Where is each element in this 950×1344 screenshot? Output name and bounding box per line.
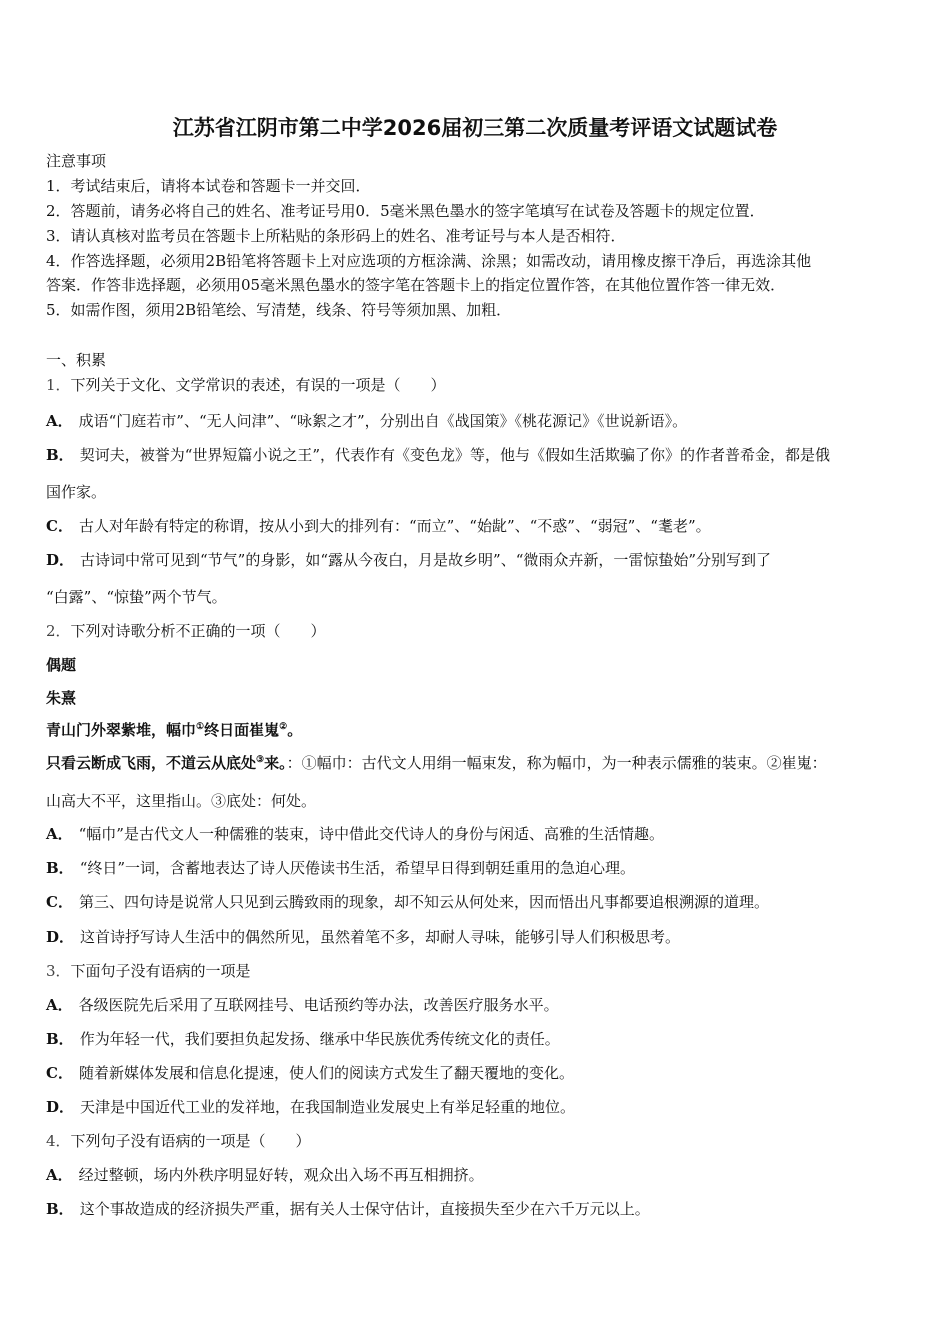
- option-label: C．: [46, 893, 73, 911]
- option-text: 经过整顿，场内外秩序明显好转，观众出入场不再互相拥挤。: [78, 1166, 484, 1184]
- option-text: 古诗词中常可见到“节气”的身影，如“露从今夜白，月是故乡明”、“微雨众卉新，一雷惊蛰始”分别写到了: [80, 551, 772, 569]
- q2-option-d: [46, 927, 680, 947]
- poem-line-2-with-notes: [46, 753, 827, 773]
- q3-option-b: [46, 1029, 560, 1049]
- section-heading: 一、积累: [46, 351, 107, 369]
- q1-option-b-cont: 国作家。: [46, 483, 107, 501]
- option-label: B．: [46, 1030, 74, 1048]
- q1-option-d: [46, 550, 771, 570]
- option-text: 这个事故造成的经济损失严重，据有关人士保守估计，直接损失至少在六千万元以上。: [79, 1200, 650, 1218]
- q3-option-a: [46, 995, 559, 1015]
- question-stem: 下列句子没有语病的一项是（ ）: [70, 1132, 311, 1150]
- question-number: 1．: [46, 376, 71, 394]
- notice-item-3: 3．请认真核对监考员在答题卡上所粘贴的条形码上的姓名、准考证号与本人是否相符．: [46, 227, 626, 245]
- q3-option-c: [46, 1063, 574, 1083]
- option-label: A．: [46, 1166, 73, 1184]
- page-title: 江苏省江阴市第二中学2026届初三第二次质量考评语文试题试卷: [172, 116, 778, 140]
- poem-text: 只看云断成飞雨，不道云从底处: [46, 754, 257, 772]
- option-label: B．: [46, 859, 74, 877]
- q2-option-a: [46, 824, 664, 844]
- poem-text: 来。: [264, 754, 287, 772]
- question-1: [46, 375, 446, 395]
- option-text: 第三、四句诗是说常人只见到云腾致雨的现象，却不知云从何处来，因而悟出凡事都要追根溯源的道理。: [78, 893, 769, 911]
- option-label: C．: [46, 517, 73, 535]
- question-number: 4．: [46, 1132, 71, 1150]
- option-text: 成语“门庭若市”、“无人问津”、“咏絮之才”，分别出自《战国策》《桃花源记》《世说新语》。: [78, 412, 688, 430]
- option-text: 随着新媒体发展和信息化提速，使人们的阅读方式发生了翻天覆地的变化。: [78, 1064, 574, 1082]
- q4-option-b: [46, 1199, 650, 1219]
- q3-option-d: [46, 1097, 575, 1117]
- notice-item-1: 1．考试结束后，请将本试卷和答题卡一并交回．: [46, 177, 371, 195]
- footnote-mark: ①: [196, 722, 205, 732]
- notice-item-4-cont: 答案．作答非选择题，必须用05毫米黑色墨水的签字笔在答题卡上的指定位置作答，在其他位置作答一律无效．: [46, 276, 786, 294]
- q4-option-a: [46, 1165, 484, 1185]
- option-label: A．: [46, 825, 73, 843]
- question-stem: 下面句子没有语病的一项是: [70, 962, 251, 980]
- poem-text: 终日面崔嵬: [204, 721, 280, 739]
- question-stem: 下列关于文化、文学常识的表述，有误的一项是（ ）: [70, 376, 446, 394]
- poem-notes-cont: 山高大不平，这里指山。③底处：何处。: [46, 792, 317, 810]
- option-label: D．: [46, 551, 75, 569]
- q1-option-c: [46, 516, 711, 536]
- option-text: “幅巾”是古代文人一种儒雅的装束，诗中借此交代诗人的身份与闲适、高雅的生活情趣。: [78, 825, 664, 843]
- poem-text: 。: [287, 721, 303, 739]
- option-text: “终日”一词，含蓄地表达了诗人厌倦读书生活，希望早日得到朝廷重用的急迫心理。: [79, 859, 636, 877]
- footnote-mark: ③: [256, 755, 265, 765]
- notice-item-4: 4．作答选择题，必须用2B铅笔将答题卡上对应选项的方框涂满、涂黑；如需改动，请用橡皮擦干净后，再选涂其他: [46, 252, 812, 270]
- question-2: [46, 621, 326, 641]
- q2-option-b: [46, 858, 635, 878]
- notice-item-2: 2．答题前，请务必将自己的姓名、准考证号用0．5毫米黑色墨水的签字笔填写在试卷及答题卡的规定位置．: [46, 202, 765, 220]
- option-text: 作为年轻一代，我们要担负起发扬、继承中华民族优秀传统文化的责任。: [79, 1030, 560, 1048]
- footnote-text: ：①幅巾：古代文人用绢一幅束发，称为幅巾，为一种表示儒雅的装束。②崔嵬：: [286, 754, 827, 772]
- option-label: B．: [46, 446, 74, 464]
- option-text: 这首诗抒写诗人生活中的偶然所见，虽然着笔不多，却耐人寻味，能够引导人们积极思考。: [80, 928, 681, 946]
- question-number: 3．: [46, 962, 71, 980]
- option-text: 古人对年龄有特定的称谓，按从小到大的排列有：“而立”、“始龀”、“不惑”、“弱冠”、“耄老”。: [78, 517, 711, 535]
- question-number: 2．: [46, 622, 71, 640]
- option-label: D．: [46, 928, 75, 946]
- footnote-mark: ②: [279, 722, 288, 732]
- q1-option-a: [46, 411, 687, 431]
- notice-heading: 注意事项: [46, 152, 107, 170]
- option-label: A．: [46, 412, 73, 430]
- poem-title: 偶题: [46, 656, 77, 674]
- notice-item-5: 5．如需作图，须用2B铅笔绘、写清楚，线条、符号等须加黑、加粗．: [46, 301, 512, 319]
- q1-option-b: [46, 445, 830, 465]
- option-label: B．: [46, 1200, 74, 1218]
- poem-text: 青山门外翠紫堆，幅巾: [46, 721, 197, 739]
- option-label: C．: [46, 1064, 73, 1082]
- question-3: [46, 961, 251, 981]
- poem-line-1: [46, 720, 302, 740]
- option-text: 各级医院先后采用了互联网挂号、电话预约等办法，改善医疗服务水平。: [78, 996, 559, 1014]
- q2-option-c: [46, 892, 769, 912]
- option-text: 天津是中国近代工业的发祥地，在我国制造业发展史上有举足轻重的地位。: [80, 1098, 576, 1116]
- poem-author: 朱熹: [46, 689, 77, 707]
- option-label: D．: [46, 1098, 75, 1116]
- option-text: 契诃夫，被誉为“世界短篇小说之王”，代表作有《变色龙》等，他与《假如生活欺骗了你》的作者普希金，都是俄: [79, 446, 831, 464]
- option-label: A．: [46, 996, 73, 1014]
- question-4: [46, 1131, 311, 1151]
- question-stem: 下列对诗歌分析不正确的一项（ ）: [70, 622, 326, 640]
- q1-option-d-cont: “白露”、“惊蛰”两个节气。: [46, 588, 227, 606]
